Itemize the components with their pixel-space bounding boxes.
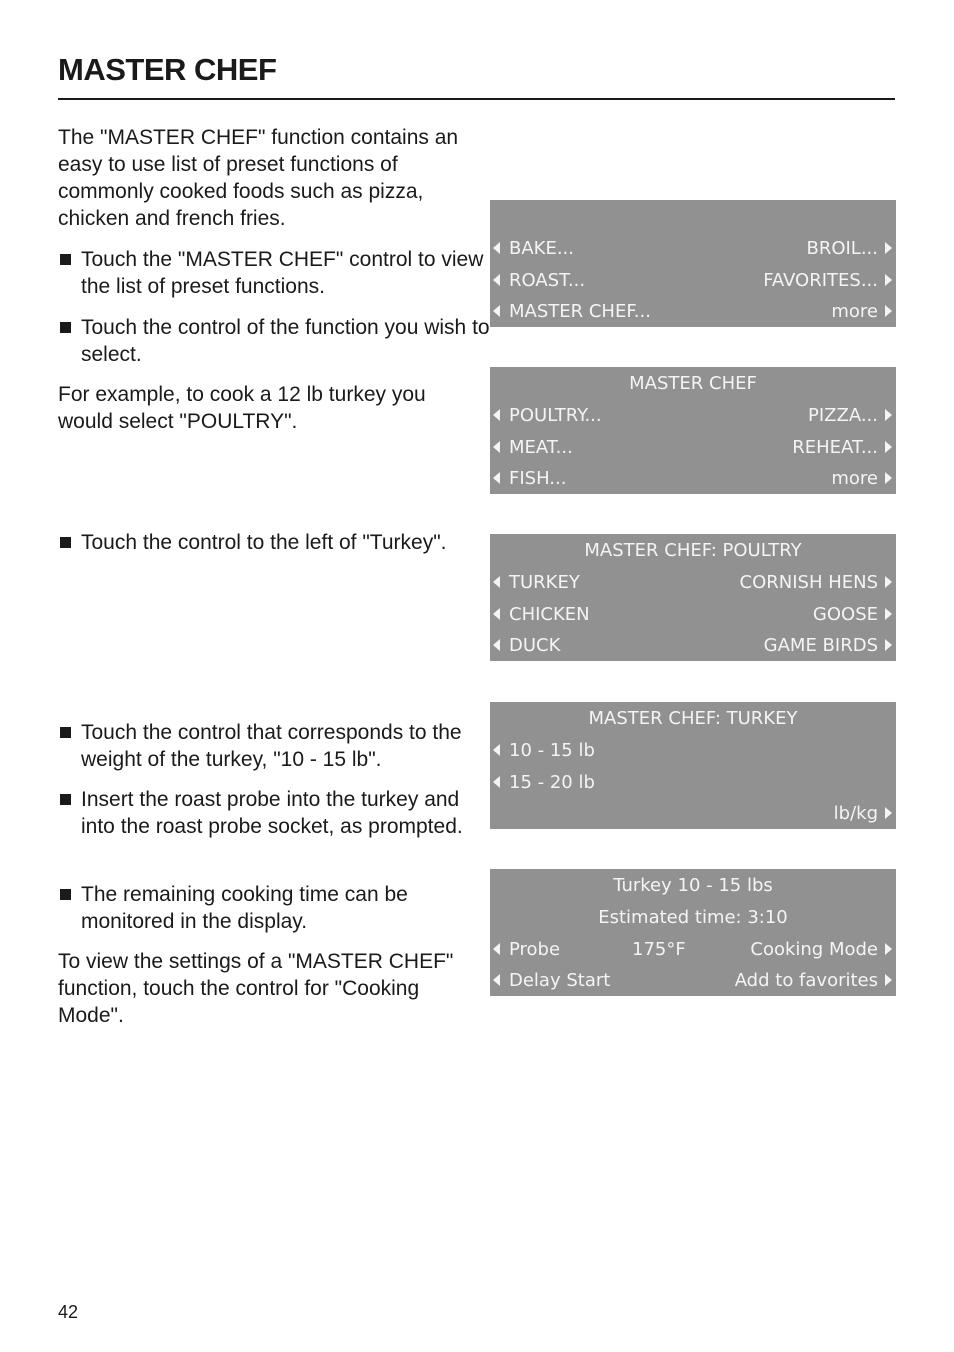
instruction-insert-probe: Insert the roast probe into the turkey and into the roast probe socket, as prompted. — [58, 786, 491, 840]
display-master-chef — [490, 367, 896, 494]
arrow-right-icon — [885, 608, 892, 620]
page-number: 42 — [58, 1302, 79, 1322]
arrow-left-icon — [493, 305, 500, 317]
add-to-favorites-option[interactable]: Add to favorites — [735, 970, 896, 991]
duck-option[interactable]: DUCK — [490, 635, 560, 656]
instruction-monitor-time: The remaining cooking time can be monitored in the display. — [58, 881, 491, 935]
arrow-right-icon — [885, 242, 892, 254]
weight-15-20-option[interactable]: 15 - 20 lb — [490, 772, 595, 793]
arrow-right-icon — [885, 472, 892, 484]
chicken-option[interactable]: CHICKEN — [490, 604, 590, 625]
probe-temperature: 175°F — [632, 938, 686, 960]
game-birds-option[interactable]: GAME BIRDS — [764, 635, 896, 656]
fish-option[interactable]: FISH... — [490, 468, 566, 489]
display-header: MASTER CHEF — [629, 372, 757, 394]
arrow-right-icon — [885, 576, 892, 588]
arrow-right-icon — [885, 639, 892, 651]
display-turkey — [490, 702, 896, 829]
probe-option[interactable]: Probe — [490, 939, 560, 960]
arrow-left-icon — [493, 274, 500, 286]
title-divider — [58, 98, 895, 100]
favorites-option[interactable]: FAVORITES... — [763, 270, 896, 291]
display-main-menu — [490, 200, 896, 327]
arrow-left-icon — [493, 576, 500, 588]
pizza-option[interactable]: PIZZA... — [808, 405, 896, 426]
instruction-open-master-chef: Touch the "MASTER CHEF" control to view the list of preset functions. — [58, 246, 491, 300]
arrow-right-icon — [885, 274, 892, 286]
meat-option[interactable]: MEAT... — [490, 437, 573, 458]
example-paragraph: For example, to cook a 12 lb turkey you would select "POULTRY". — [58, 383, 426, 433]
roast-option[interactable]: ROAST... — [490, 270, 585, 291]
program-name: Turkey 10 - 15 lbs — [613, 874, 773, 896]
instruction-select-weight: Touch the control that corresponds to the weight of the turkey, "10 - 15 lb". — [58, 719, 491, 773]
arrow-right-icon — [885, 409, 892, 421]
reheat-option[interactable]: REHEAT... — [792, 437, 896, 458]
turkey-option[interactable]: TURKEY — [490, 572, 580, 593]
arrow-left-icon — [493, 441, 500, 453]
arrow-left-icon — [493, 472, 500, 484]
instruction-select-function: Touch the control of the function you wish to select. — [58, 314, 491, 368]
arrow-left-icon — [493, 974, 500, 986]
outro-paragraph: To view the settings of a "MASTER CHEF" function, touch the control for "Cooking Mode". — [58, 950, 454, 1027]
estimated-time: Estimated time: 3:10 — [598, 906, 788, 928]
cornish-hens-option[interactable]: CORNISH HENS — [740, 572, 897, 593]
more-option[interactable]: more — [831, 468, 896, 489]
display-poultry — [490, 534, 896, 661]
arrow-right-icon — [885, 943, 892, 955]
arrow-left-icon — [493, 776, 500, 788]
bake-option[interactable]: BAKE... — [490, 238, 574, 259]
arrow-left-icon — [493, 608, 500, 620]
weight-10-15-option[interactable]: 10 - 15 lb — [490, 740, 595, 761]
cooking-mode-option[interactable]: Cooking Mode — [750, 939, 896, 960]
arrow-left-icon — [493, 744, 500, 756]
display-header: MASTER CHEF: TURKEY — [588, 707, 798, 729]
goose-option[interactable]: GOOSE — [813, 604, 896, 625]
display-turkey-program — [490, 869, 896, 996]
arrow-left-icon — [493, 409, 500, 421]
arrow-right-icon — [885, 974, 892, 986]
arrow-left-icon — [493, 943, 500, 955]
arrow-right-icon — [885, 807, 892, 819]
delay-start-option[interactable]: Delay Start — [490, 970, 610, 991]
instruction-select-turkey: Touch the control to the left of "Turkey". — [58, 529, 491, 556]
intro-paragraph: The "MASTER CHEF" function contains an easy to use list of preset functions of commonly cooked foods such as pizza, chicken and french fries. — [58, 126, 459, 230]
arrow-left-icon — [493, 242, 500, 254]
display-header: MASTER CHEF: POULTRY — [584, 539, 802, 561]
poultry-option[interactable]: POULTRY... — [490, 405, 602, 426]
broil-option[interactable]: BROIL... — [806, 238, 896, 259]
arrow-right-icon — [885, 305, 892, 317]
page-title: MASTER CHEF — [58, 52, 277, 87]
arrow-left-icon — [493, 639, 500, 651]
unit-toggle-option[interactable]: lb/kg — [834, 803, 896, 824]
more-option[interactable]: more — [831, 301, 896, 322]
master-chef-option[interactable]: MASTER CHEF... — [490, 301, 651, 322]
arrow-right-icon — [885, 441, 892, 453]
